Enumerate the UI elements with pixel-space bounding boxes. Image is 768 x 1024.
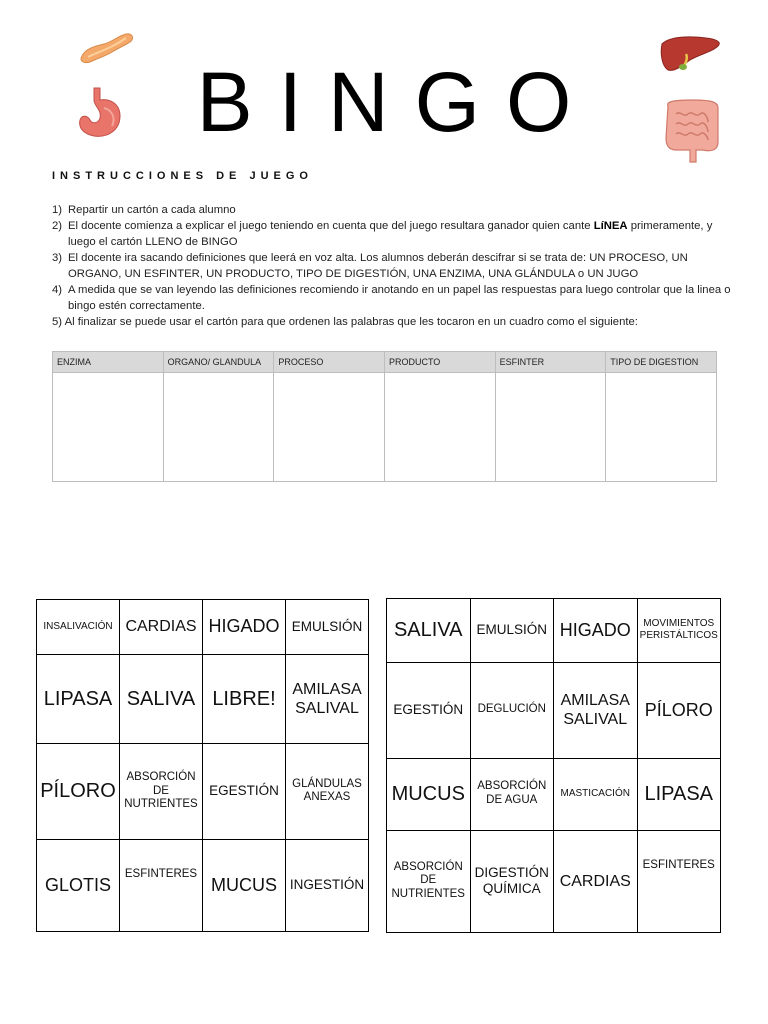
instruction-text-part: Al finalizar se puede usar el cartón para que ordenen las palabras que les tocaron en un cuadro como el siguiente: xyxy=(64,316,638,328)
card-cell: MASTICACIÓN xyxy=(554,758,638,830)
instruction-text-part: El docente comienza a explicar el juego teniendo en cuenta que del juego resultara ganador quien cante xyxy=(68,220,594,232)
column-header: ORGANO/ GLANDULA xyxy=(163,352,274,373)
card-cell: HIGADO xyxy=(554,599,638,663)
card-cell: ABSORCIÓN DE AGUA xyxy=(470,758,554,830)
card-cell: EMULSIÓN xyxy=(286,600,369,655)
instruction-number: 1) xyxy=(52,204,63,216)
card-cell: HIGADO xyxy=(203,600,286,655)
card-row xyxy=(387,662,721,758)
card-cell: EGESTIÓN xyxy=(203,744,286,840)
card-row xyxy=(387,599,721,663)
card-cell: ABSORCIÓN DE NUTRIENTES xyxy=(387,830,471,932)
card-cell: EGESTIÓN xyxy=(387,662,471,758)
card-row xyxy=(37,744,369,840)
card-cell: PÍLORO xyxy=(637,662,721,758)
card-cell: EMULSIÓN xyxy=(470,599,554,663)
instruction-number: 2) xyxy=(52,220,63,232)
card-cell: CARDIAS xyxy=(120,600,203,655)
card-cell: ESFINTERES xyxy=(120,839,203,931)
card-cell: AMILASA SALIVAL xyxy=(554,662,638,758)
classification-table xyxy=(52,351,717,482)
instructions-heading: INSTRUCCIONES DE JUEGO xyxy=(52,170,313,182)
instruction-item xyxy=(52,202,732,218)
card-row xyxy=(37,654,369,743)
instruction-text-part: primeramente, y luego el cartón LLENO de BINGO xyxy=(68,220,713,248)
card-cell: INSALIVACIÓN xyxy=(37,600,120,655)
card-cell: AMILASA SALIVAL xyxy=(286,654,369,743)
table-cell xyxy=(274,373,385,482)
card-cell: MUCUS xyxy=(387,758,471,830)
card-cell: LIBRE! xyxy=(203,654,286,743)
card-cell: MOVIMIENTOS PERISTÁLTICOS xyxy=(637,599,721,663)
card-cell: ABSORCIÓN DE NUTRIENTES xyxy=(120,744,203,840)
column-header: ENZIMA xyxy=(53,352,164,373)
instruction-text xyxy=(52,314,732,330)
card-cell: MUCUS xyxy=(203,839,286,931)
instruction-text: El docente ira sacando definiciones que leerá en voz alta. Los alumnos deberán descifrar si se trata de: UN PROCESO, UN ORGANO, UN ESFINTER, UN PRODUCTO, TIPO DE DIGESTIÓN, UNA ENZIMA, UNA GLÁNDULA o UN JUGO xyxy=(68,252,688,280)
table-cell xyxy=(495,373,606,482)
card-row xyxy=(37,839,369,931)
table-header-row xyxy=(53,352,717,373)
instructions-list xyxy=(52,202,732,330)
card-row xyxy=(37,600,369,655)
instruction-item xyxy=(52,282,732,314)
bingo-card-1 xyxy=(36,599,369,932)
instruction-bold-word: LíNEA xyxy=(593,220,628,232)
card-cell: LIPASA xyxy=(637,758,721,830)
instruction-text: A medida que se van leyendo las definiciones recomiendo ir anotando en un papel las respuestas para luego controlar que la linea o bingo estén correctamente. xyxy=(68,284,731,312)
table-row xyxy=(53,373,717,482)
instruction-number: 5) xyxy=(52,316,63,328)
instruction-number: 4) xyxy=(52,284,63,296)
column-header: TIPO DE DIGESTION xyxy=(606,352,717,373)
instruction-text xyxy=(68,218,732,250)
column-header: PROCESO xyxy=(274,352,385,373)
card-cell: CARDIAS xyxy=(554,830,638,932)
column-header: PRODUCTO xyxy=(384,352,495,373)
card-cell: LIPASA xyxy=(37,654,120,743)
card-row xyxy=(387,830,721,932)
page-title: BINGO xyxy=(196,55,598,149)
card-cell: PÍLORO xyxy=(37,744,120,840)
card-cell: DEGLUCIÓN xyxy=(470,662,554,758)
instruction-text: Repartir un cartón a cada alumno xyxy=(68,204,236,216)
instruction-item xyxy=(52,314,732,330)
card-row xyxy=(387,758,721,830)
instruction-item xyxy=(52,250,732,282)
card-cell: SALIVA xyxy=(120,654,203,743)
card-cell: ESFINTERES xyxy=(637,830,721,932)
column-header: ESFINTER xyxy=(495,352,606,373)
instruction-item xyxy=(52,218,732,250)
instruction-number: 3) xyxy=(52,252,63,264)
card-cell: INGESTIÓN xyxy=(286,839,369,931)
table-cell xyxy=(384,373,495,482)
card-cell: GLÁNDULAS ANEXAS xyxy=(286,744,369,840)
card-cell: GLOTIS xyxy=(37,839,120,931)
table-cell xyxy=(163,373,274,482)
card-cell: DIGESTIÓN QUÍMICA xyxy=(470,830,554,932)
table-cell xyxy=(53,373,164,482)
table-cell xyxy=(606,373,717,482)
bingo-card-2 xyxy=(386,598,721,933)
card-cell: SALIVA xyxy=(387,599,471,663)
